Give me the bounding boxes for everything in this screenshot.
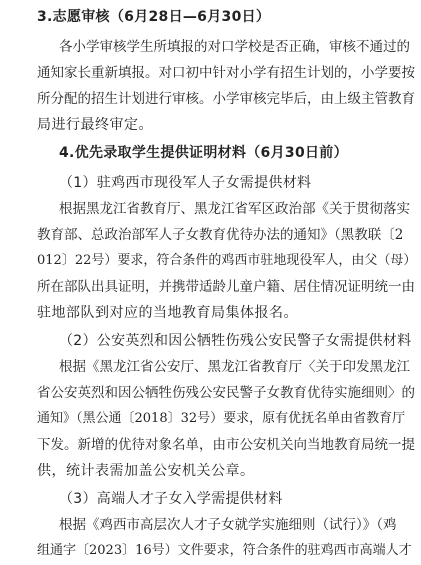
item-1-line-1: 根据黑龙江省教育厅、黑龙江省军区政治部《关于贯彻落实 [59, 201, 410, 217]
item-3-line-2: 组通字〔2023〕16号）文件要求，符合条件的驻鸡西市高端人才 [37, 543, 412, 558]
item-1-line-2: 教育部、总政治部军人子女教育优待办法的通知》（黑教联〔2 [37, 227, 404, 243]
item-1-line-4: 所在部队出具证明，并携带适龄儿童户籍、居住情况证明统一由 [37, 279, 415, 295]
item-3-line-1: 根据《鸡西市高层次人才子女就学实施细则（试行）》（鸡 [59, 517, 397, 533]
section-3-line-3: 所分配的招生计划进行审核。小学审核完毕后，由上级主管教育 [37, 91, 415, 107]
section-3-line-1: 各小学审核学生所填报的对口学校是否正确，审核不通过的 [59, 39, 410, 55]
section-3-heading: 3.志愿审核（6月28日—6月30日） [37, 9, 271, 25]
item-2-line-5: 供，统计表需加盖公安机关公章。 [37, 463, 255, 479]
item-2-line-2: 省公安英烈和因公牺牲伤残公安民警子女教育优待实施细则〉的 [37, 385, 415, 401]
item-1-title: （1）驻鸡西市现役军人子女需提供材料 [59, 175, 312, 191]
item-2-title: （2）公安英烈和因公牺牲伤残公安民警子女需提供材料 [59, 333, 412, 349]
item-2-line-1: 根据《黑龙江省公安厅、黑龙江省教育厅〈关于印发黑龙江 [59, 359, 410, 375]
item-2-line-3: 通知》（黑公通〔2018〕32号）要求，原有优抚名单由省教育厅 [37, 411, 406, 426]
item-1-line-5: 驻地部队到对应的当地教育局集体报名。 [37, 305, 298, 321]
section-3-line-2: 通知家长重新填报。对口初中针对小学有招生计划的，小学要按 [37, 65, 415, 81]
section-4-heading: 4.优先录取学生提供证明材料（6月30日前） [59, 145, 348, 161]
item-3-title: （3）高端人才子女入学需提供材料 [59, 491, 283, 507]
item-1-line-3: 012〕22号）要求，符合条件的鸡西市驻地现役军人，由父（母） [37, 253, 417, 268]
item-2-line-4: 下发。新增的优待对象名单，由市公安机关向当地教育局统一提 [37, 437, 415, 453]
section-3-line-4: 局进行最终审定。 [37, 117, 153, 133]
